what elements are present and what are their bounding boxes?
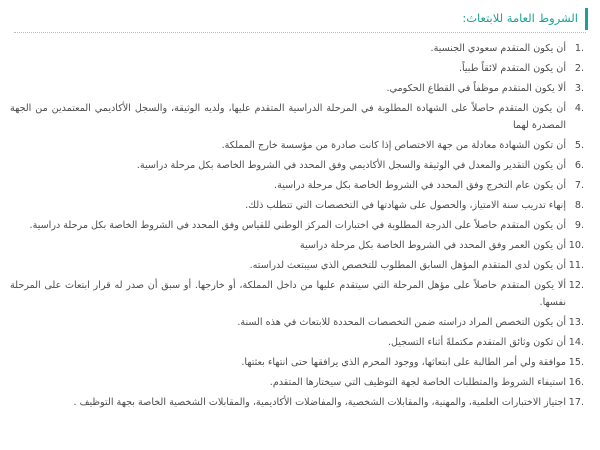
condition-number: 17 .	[568, 394, 584, 411]
condition-text: أن يكون المتقدم حاصلاً على الشهادة المطلوبة في المرحلة الدراسية المتقدم عليها، ولديه الوثيقة، والسجل الأكاديمي المعتمدين من الجهة المصدرة لهما	[10, 103, 566, 131]
condition-item	[10, 197, 584, 214]
condition-item	[10, 277, 584, 311]
condition-item	[10, 40, 584, 57]
condition-number: 2 .	[568, 60, 584, 77]
condition-text: أن يكون لدى المتقدم المؤهل السابق المطلوب للتخصص الذي سيبتعث لدراسته.	[249, 260, 566, 271]
condition-item	[10, 157, 584, 174]
condition-item	[10, 374, 584, 391]
condition-text: استيفاء الشروط والمتطلبات الخاصة لجهة التوظيف التي سيختارها المتقدم.	[269, 377, 566, 388]
condition-text: أن يكون المتقدم حاصلاً على الدرجة المطلوبة في اختبارات المركز الوطني للقياس وفق المحدد في الشروط الخاصة بكل مرحلة دراسية.	[29, 220, 566, 231]
condition-number: 11 .	[568, 257, 584, 274]
condition-item	[10, 237, 584, 254]
condition-item	[10, 394, 584, 411]
dotted-divider	[14, 32, 586, 33]
condition-number: 9 .	[568, 217, 584, 234]
condition-item	[10, 137, 584, 154]
condition-text: أن تكون وثائق المتقدم مكتملةً أثناء التسجيل.	[387, 337, 566, 348]
condition-text: أن تكون الشهادة معادلة من جهة الاختصاص إذا كانت صادرة من مؤسسة خارج المملكة.	[221, 140, 566, 151]
condition-number: 6 .	[568, 157, 584, 174]
condition-number: 5 .	[568, 137, 584, 154]
condition-number: 14 .	[568, 334, 584, 351]
condition-text: أن يكون التخصص المراد دراسته ضمن التخصصات المحددة للابتعاث في هذه السنة.	[237, 317, 566, 328]
condition-text: إنهاء تدريب سنة الامتياز، والحصول على شهادتها في التخصصات التي تتطلب ذلك.	[245, 200, 566, 211]
condition-item	[10, 217, 584, 234]
condition-number: 12 .	[568, 277, 584, 294]
condition-item	[10, 177, 584, 194]
section-title: الشروط العامة للابتعاث:	[462, 11, 578, 25]
condition-text: أن يكون التقدير والمعدل في الوثيقة والسجل الأكاديمي وفق المحدد في الشروط الخاصة بكل مرحلة دراسية.	[136, 160, 566, 171]
condition-text: ألا يكون المتقدم حاصلاً على مؤهل المرحلة التي سيتقدم عليها من داخل المملكة، أو خارجها. أو سبق أن صدر له قرار ابتعاث على المرحلة نفسها.	[10, 280, 566, 308]
condition-text: أن يكون عام التخرج وفق المحدد في الشروط الخاصة بكل مرحلة دراسية.	[274, 180, 566, 191]
condition-number: 7 .	[568, 177, 584, 194]
condition-item	[10, 80, 584, 97]
condition-text: أن يكون المتقدم سعودي الجنسية.	[430, 43, 566, 54]
condition-number: 4 .	[568, 100, 584, 117]
condition-number: 10 .	[568, 237, 584, 254]
condition-number: 8 .	[568, 197, 584, 214]
condition-text: أن يكون العمر وفق المحدد في الشروط الخاصة بكل مرحلة دراسية	[299, 240, 566, 251]
condition-number: 15 .	[568, 354, 584, 371]
condition-item	[10, 354, 584, 371]
condition-number: 16 .	[568, 374, 584, 391]
condition-number: 3 .	[568, 80, 584, 97]
condition-text: اجتياز الاختبارات العلمية، والمهنية، والمقابلات الشخصية، والمفاضلات الأكاديمية، والمقابلات الشخصية الخاصة بجهة التوظيف .	[73, 397, 566, 408]
condition-item	[10, 314, 584, 331]
condition-text: ألا يكون المتقدم موظفاً في القطاع الحكومي.	[386, 83, 566, 94]
section-header	[12, 8, 588, 30]
condition-number: 13 .	[568, 314, 584, 331]
condition-item	[10, 257, 584, 274]
condition-text: موافقة ولي أمر الطالبة على ابتعاثها، ووجود المحرم الذي يرافقها حتى انتهاء بعثتها.	[241, 357, 566, 368]
condition-number: 1 .	[568, 40, 584, 57]
condition-item	[10, 60, 584, 77]
condition-item	[10, 334, 584, 351]
condition-item	[10, 100, 584, 134]
conditions-list	[10, 40, 584, 414]
condition-text: أن يكون المتقدم لائقاً طبياً.	[458, 63, 566, 74]
